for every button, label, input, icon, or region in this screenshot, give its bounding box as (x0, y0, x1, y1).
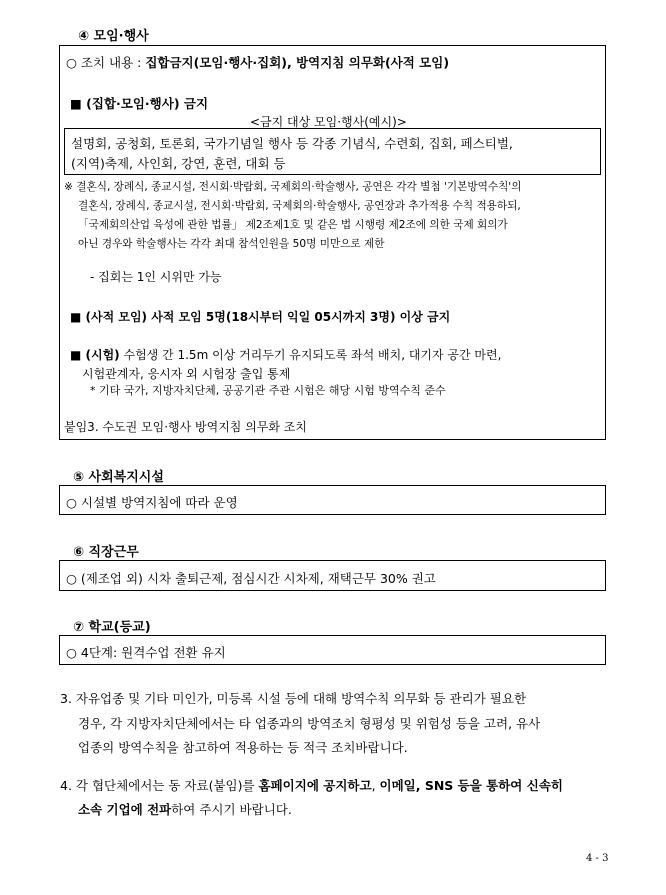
paragraph-4-line-2 (78, 800, 292, 818)
p4-bold-homepage: 홈페이지에 공지하고 (258, 778, 372, 793)
p4-bold-propagate: 소속 기업에 전파 (78, 802, 172, 817)
subsection-gathering-ban: ■ (집합·모임·행사) 금지 (70, 96, 209, 111)
exam-note: * 기타 국가, 지방자치단체, 공공기관 주관 시험은 해당 시험 방역수칙 준수 (90, 384, 446, 397)
attachment-ref: 붙임3. 수도권 모임·행사 방역지침 의무화 조치 (64, 420, 307, 434)
p4-text-a: 4. 각 협단체에서는 동 자료(붙임)를 (60, 778, 259, 793)
p4-text-comma: , (371, 778, 380, 793)
page-number: 4 - 3 (586, 853, 609, 864)
paragraph-4-line-1 (60, 776, 563, 794)
examples-caption: <금지 대상 모임·행사(예시)> (250, 115, 407, 129)
paragraph-3-line-3: 업종의 방역수칙을 참고하여 적용하는 등 적극 조치바랍니다. (78, 740, 408, 755)
content-prefix: ○ 조치 내용 : (66, 55, 146, 70)
section-5-content: ○ 시설별 방역지침에 따라 운영 (66, 495, 238, 510)
paragraph-3-line-1: 3. 자유업종 및 기타 미인가, 미등록 시설 등에 대해 방역수칙 의무화 등 관리가 필요한 (60, 691, 527, 706)
paragraph-3-line-2: 경우, 각 지방자치단체에서는 타 업종과의 방역조치 형평성 및 위험성 등을 고려, 유사 (78, 716, 541, 731)
section-5-box (59, 485, 606, 515)
examples-line-1: 설명회, 공청회, 토론회, 국가기념일 행사 등 각종 기념식, 수련회, 집회, 페스티벌, (71, 136, 513, 151)
section-6-box (59, 560, 606, 591)
subsection-exam (70, 346, 501, 363)
section-4-content (66, 53, 449, 71)
note-line-4: 아닌 경우와 학술행사는 각각 최대 참석인원을 50명 미만으로 제한 (78, 238, 385, 250)
exam-label: ■ (시험) (70, 348, 120, 362)
note-line-2: 결혼식, 장례식, 종교시설, 전시회·박람회, 국제회의·학술행사, 공연장과 추가적용 수칙 적용하되, (78, 200, 521, 212)
p4-text-end: 하여 주시기 바랍니다. (171, 802, 292, 817)
section-6-content: ○ (제조업 외) 시차 출퇴근제, 점심시간 시차제, 재택근무 30% 권고 (66, 571, 436, 586)
exam-line-1: 수험생 간 1.5m 이상 거리두기 유지되도록 좌석 배치, 대기자 공간 마련, (119, 348, 502, 362)
examples-box (64, 128, 601, 175)
content-bold: 집합금지(모임·행사·집회), 방역지침 의무화(사적 모임) (145, 55, 450, 70)
section-7-heading: ⑦ 학교(등교) (73, 620, 151, 635)
exam-line-2: 시험관계자, 응시자 외 시험장 출입 통제 (82, 367, 291, 381)
rally-note: - 집회는 1인 시위만 가능 (90, 270, 222, 284)
note-line-3: 「국제회의산업 육성에 관한 법률」 제2조제1호 및 같은 법 시행령 제2조에 의한 국제 회의가 (78, 219, 508, 231)
section-7-content: ○ 4단계: 원격수업 전환 유지 (66, 645, 226, 660)
section-4-box (59, 45, 606, 440)
section-7-box (59, 635, 606, 665)
note-line-1: ※ 결혼식, 장례식, 종교시설, 전시회·박람회, 국제회의·학술행사, 공연은 각각 별첨 '기본방역수칙'의 (64, 181, 522, 193)
p4-bold-email: 이메일, SNS 등을 통하여 신속히 (379, 778, 563, 793)
section-4-heading: ④ 모임·행사 (78, 29, 149, 44)
subsection-private-gathering: ■ (사적 모임) 사적 모임 5명(18시부터 익일 05시까지 3명) 이상 금지 (70, 310, 451, 324)
section-6-heading: ⑥ 직장근무 (73, 545, 139, 560)
examples-line-2: (지역)축제, 사인회, 강연, 훈련, 대회 등 (71, 156, 286, 171)
section-5-heading: ⑤ 사회복지시설 (73, 470, 164, 485)
